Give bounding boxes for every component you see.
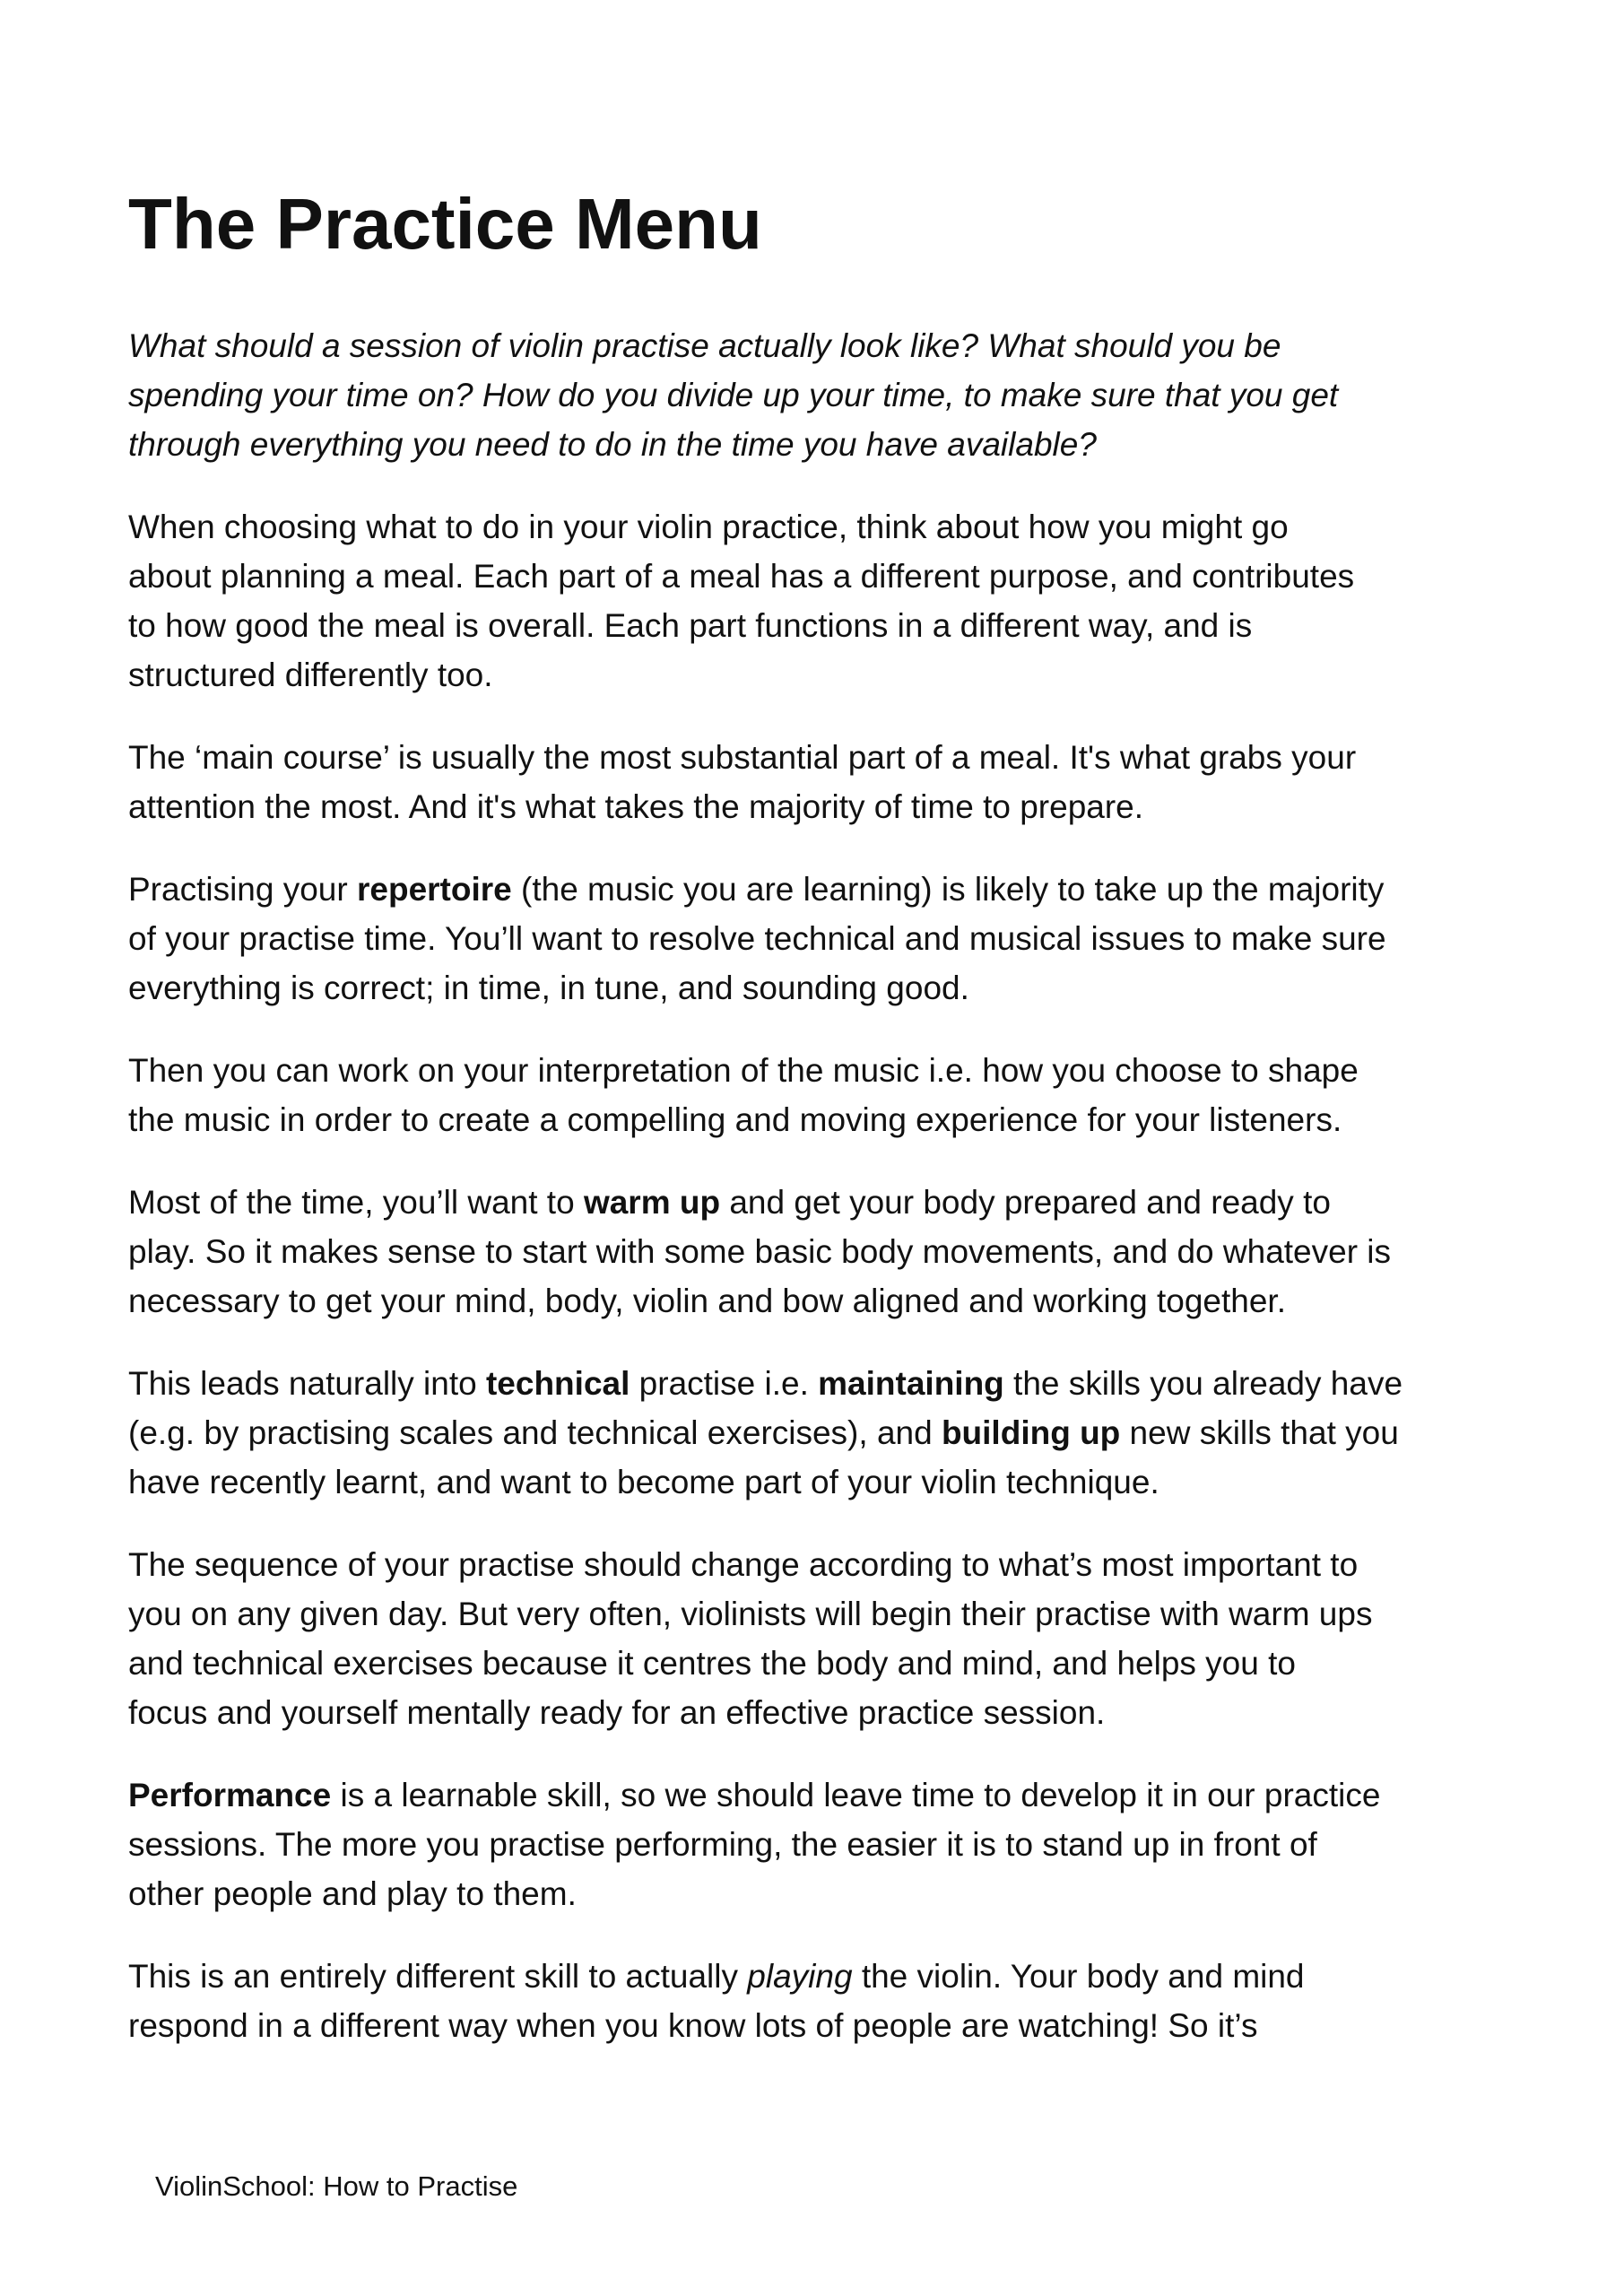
sequence-line-4: focus and yourself mentally ready for an effective practice session. xyxy=(128,1694,1106,1731)
warmup-line-2: play. So it makes sense to start with some basic body movements, and do whatever is xyxy=(128,1233,1392,1270)
repertoire-keyword: repertoire xyxy=(357,871,512,908)
skill-line-1-end: the violin. Your body and mind xyxy=(852,1958,1305,1995)
page-footer: ViolinSchool: How to Practise xyxy=(155,2170,518,2202)
main-course-line-1: The ‘main course’ is usually the most substantial part of a meal. It's what grabs your xyxy=(128,739,1357,776)
interpretation-paragraph xyxy=(128,1046,1527,1144)
performance-keyword: Performance xyxy=(128,1777,332,1813)
page-title: The Practice Menu xyxy=(128,184,762,264)
interpretation-line-2: the music in order to create a compelling and moving experience for your listeners. xyxy=(128,1101,1342,1138)
warmup-line-1-start: Most of the time, you’ll want to xyxy=(128,1184,584,1221)
intro-line-1: What should a session of violin practise actually look like? What should you be xyxy=(128,327,1281,364)
repertoire-line-1 xyxy=(128,865,1527,914)
repertoire-paragraph xyxy=(128,865,1527,1013)
technical-keyword: technical xyxy=(485,1365,630,1402)
performance-paragraph xyxy=(128,1770,1527,1918)
main-course-line-2: attention the most. And it's what takes the majority of time to prepare. xyxy=(128,788,1144,825)
technical-paragraph xyxy=(128,1359,1527,1507)
skill-line-2: respond in a different way when you know lots of people are watching! So it’s xyxy=(128,2007,1258,2044)
technical-line-2-end: new skills that you xyxy=(1120,1414,1399,1451)
sequence-paragraph xyxy=(128,1540,1527,1737)
meal-line-2: about planning a meal. Each part of a meal has a different purpose, and contributes xyxy=(128,558,1355,595)
repertoire-line-1-start: Practising your xyxy=(128,871,357,908)
intro-line-3: through everything you need to do in the time you have available? xyxy=(128,426,1097,463)
warmup-line-3: necessary to get your mind, body, violin and bow aligned and working together. xyxy=(128,1283,1286,1319)
meal-paragraph xyxy=(128,502,1527,700)
skill-paragraph xyxy=(128,1952,1527,2050)
repertoire-line-3: everything is correct; in time, in tune, and sounding good. xyxy=(128,970,969,1006)
meal-line-4: structured differently too. xyxy=(128,657,493,693)
sequence-line-1: The sequence of your practise should change according to what’s most important to xyxy=(128,1546,1359,1583)
body-text xyxy=(128,321,1527,2083)
sequence-line-2: you on any given day. But very often, violinists will begin their practise with warm ups xyxy=(128,1596,1373,1632)
performance-line-2: sessions. The more you practise performing, the easier it is to stand up in front of xyxy=(128,1826,1317,1863)
technical-line-2-start: (e.g. by practising scales and technical exercises), and xyxy=(128,1414,942,1451)
maintaining-keyword: maintaining xyxy=(818,1365,1004,1402)
meal-line-3: to how good the meal is overall. Each part functions in a different way, and is xyxy=(128,607,1253,644)
technical-line-1-start: This leads naturally into xyxy=(128,1365,486,1402)
performance-line-3: other people and play to them. xyxy=(128,1875,577,1912)
skill-line-1 xyxy=(128,1952,1527,2001)
playing-emphasis: playing xyxy=(747,1958,853,1995)
technical-line-2 xyxy=(128,1408,1527,1457)
skill-line-1-start: This is an entirely different skill to actually xyxy=(128,1958,748,1995)
repertoire-line-1-end: (the music you are learning) is likely to take up the majority xyxy=(511,871,1385,908)
meal-line-1: When choosing what to do in your violin practice, think about how you might go xyxy=(128,509,1289,545)
intro-paragraph xyxy=(128,321,1527,469)
performance-line-1-end: is a learnable skill, so we should leave time to develop it in our practice xyxy=(331,1777,1381,1813)
technical-line-1 xyxy=(128,1359,1527,1408)
sequence-line-3: and technical exercises because it centres the body and mind, and helps you to xyxy=(128,1645,1296,1682)
warmup-line-1 xyxy=(128,1178,1527,1227)
warmup-keyword: warm up xyxy=(583,1184,721,1221)
technical-line-1-middle: practise i.e. xyxy=(630,1365,819,1402)
technical-line-1-end: the skills you already have xyxy=(1003,1365,1403,1402)
warmup-paragraph xyxy=(128,1178,1527,1326)
warmup-line-1-end: and get your body prepared and ready to xyxy=(720,1184,1331,1221)
intro-line-2: spending your time on? How do you divide up your time, to make sure that you get xyxy=(128,377,1339,413)
building-up-keyword: building up xyxy=(941,1414,1121,1451)
performance-line-1 xyxy=(128,1770,1527,1820)
interpretation-line-1: Then you can work on your interpretation of the music i.e. how you choose to shape xyxy=(128,1052,1359,1089)
main-course-paragraph xyxy=(128,733,1527,831)
repertoire-line-2: of your practise time. You’ll want to resolve technical and musical issues to make sure xyxy=(128,920,1386,957)
technical-line-3: have recently learnt, and want to become part of your violin technique. xyxy=(128,1464,1159,1500)
